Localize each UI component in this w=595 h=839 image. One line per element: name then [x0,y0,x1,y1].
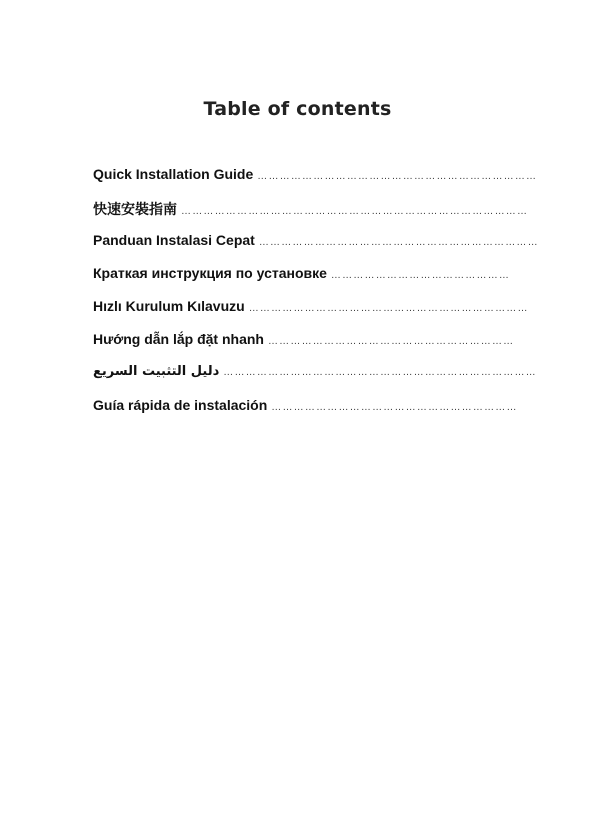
dot-leader: ………………………………………………………………………………… [181,206,529,217]
dot-leader: ………………………………………………………………………… [223,367,537,378]
toc-entry-arabic[interactable] [93,364,537,397]
page-title: Table of contents [203,98,392,120]
table-of-contents [93,166,539,430]
toc-entry-label: Guía rápida de instalación [93,397,268,413]
toc-entry-spanish[interactable] [93,397,518,430]
toc-entry-label: Hızlı Kurulum Kılavuzu [93,298,245,314]
toc-entry-chinese[interactable] [93,199,529,232]
dot-leader: ………………………………………………………… [267,336,515,347]
toc-entry-russian[interactable] [93,265,511,298]
dot-leader: ………………………………………………………………… [248,303,529,314]
dot-leader: ………………………………………………………… [271,402,518,413]
dot-leader: ………………………………………………………………… [257,171,538,182]
toc-entry-quick-installation-guide[interactable] [93,166,538,199]
toc-entry-indonesian[interactable] [93,232,539,265]
dot-leader: ………………………………………… [330,270,511,281]
toc-entry-label: دليل التثبيت السريع [93,364,220,379]
toc-entry-turkish[interactable] [93,298,529,331]
dot-leader: ………………………………………………………………… [258,237,539,248]
toc-entry-label: Hướng dẫn lắp đặt nhanh [93,331,264,347]
toc-entry-label: 快速安裝指南 [93,201,177,217]
toc-entry-label: Quick Installation Guide [93,166,254,182]
toc-entry-label: Краткая инструкция по установке [93,265,327,281]
toc-entry-label: Panduan Instalasi Cepat [93,232,255,248]
toc-entry-vietnamese[interactable] [93,331,515,364]
